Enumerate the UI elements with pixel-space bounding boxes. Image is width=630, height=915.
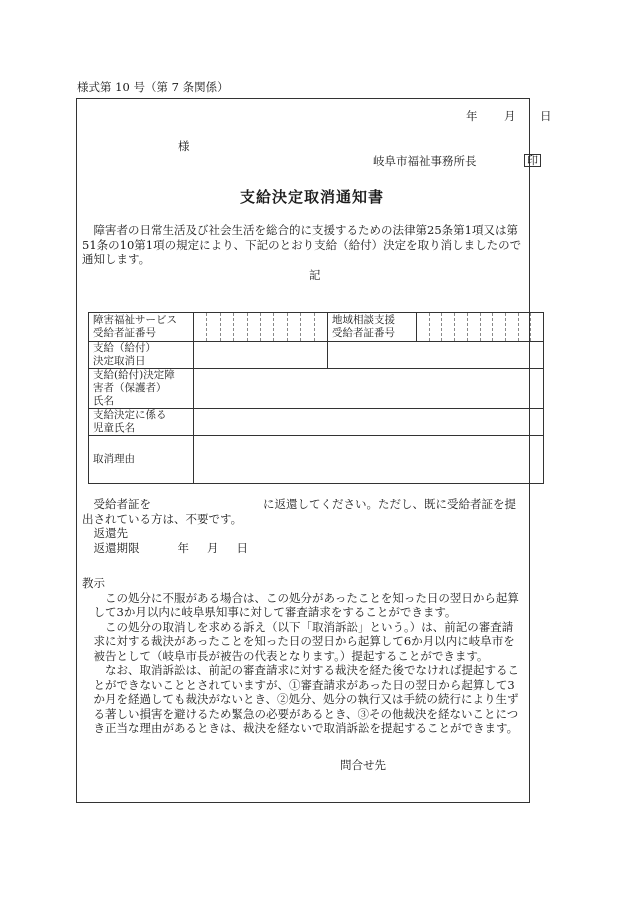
notice-section bbox=[82, 576, 522, 736]
cancel-date-blank bbox=[328, 342, 544, 369]
return-deadline: 返還期限 年 月 日 bbox=[93, 540, 248, 555]
date-month: 月 bbox=[504, 109, 516, 123]
community-support-number-label: 地域相談支援 受給者証番号 bbox=[328, 313, 417, 342]
contact-label: 問合せ先 bbox=[340, 758, 386, 772]
seal-mark: 印 bbox=[524, 154, 541, 167]
notice-paragraph-3: なお、取消訴訟は、前記の審査請求に対する裁決を経た後でなければ提起することができないこととされていますが、①審査請求があった日の翌日から起算して3か月を経過しても裁決がないとき、②処分、処分の執行又は手続の続行により生ずる著しい損害を避けるため緊急の必要があるとき、③その他裁決を経ないことにつき正当な理由があるときは、裁決を経ないで取消訴訟を提起することができます。 bbox=[93, 663, 519, 735]
return-destination: 返還先 bbox=[93, 526, 128, 540]
return-text-1: 受給者証を bbox=[93, 497, 151, 511]
notice-paragraph-2: この処分の取消しを求める訴え（以下「取消訴訟」という。）は、前記の審査請求に対する裁決があったことを知った日の翌日から起算して6か月以内に岐阜市を被告として（岐阜市長が被告の代表となります。）提起することができます。 bbox=[93, 619, 515, 663]
return-text-2: に返還してください。ただし、既に受給者証を提出されている方は、不要です。 bbox=[82, 497, 516, 526]
date-day: 日 bbox=[540, 109, 552, 123]
return-paragraph bbox=[82, 497, 522, 555]
issuer-name: 岐阜市福祉事務所長 bbox=[373, 154, 477, 168]
form-header: 様式第 10 号（第 7 条関係） bbox=[77, 80, 229, 94]
recipient-number-cells[interactable] bbox=[194, 313, 328, 342]
notice-paragraph-1: この処分に不服がある場合は、この処分があったことを知った日の翌日から起算して3か月以内に岐阜県知事に対して審査請求をすることができます。 bbox=[93, 590, 519, 619]
notice-label: 教示 bbox=[82, 576, 105, 590]
cancel-date-label: 支給（給付） 決定取消日 bbox=[89, 342, 194, 369]
child-name-value[interactable] bbox=[194, 409, 544, 436]
addressee-suffix: 様 bbox=[178, 139, 190, 153]
intro-paragraph bbox=[82, 223, 522, 267]
cancel-reason-label: 取消理由 bbox=[89, 436, 194, 484]
ki-label: 記 bbox=[309, 268, 321, 282]
info-table bbox=[88, 312, 544, 484]
recipient-name-label: 支給(給付)決定障 害者（保護者） 氏名 bbox=[89, 369, 194, 409]
document-title: 支給決定取消通知書 bbox=[240, 188, 385, 206]
cancel-reason-value[interactable] bbox=[194, 436, 544, 484]
recipient-name-value[interactable] bbox=[194, 369, 544, 409]
date-year: 年 bbox=[466, 109, 478, 123]
community-support-number-cells[interactable] bbox=[417, 313, 544, 342]
cancel-date-value[interactable] bbox=[194, 342, 328, 369]
recipient-number-label: 障害福祉サービス 受給者証番号 bbox=[89, 313, 194, 342]
child-name-label: 支給決定に係る 児童氏名 bbox=[89, 409, 194, 436]
intro-text: 障害者の日常生活及び社会生活を総合的に支援するための法律第25条第1項又は第51条の10第1項の規定により、下記のとおり支給（給付）決定を取り消しましたので通知します。 bbox=[82, 223, 522, 266]
